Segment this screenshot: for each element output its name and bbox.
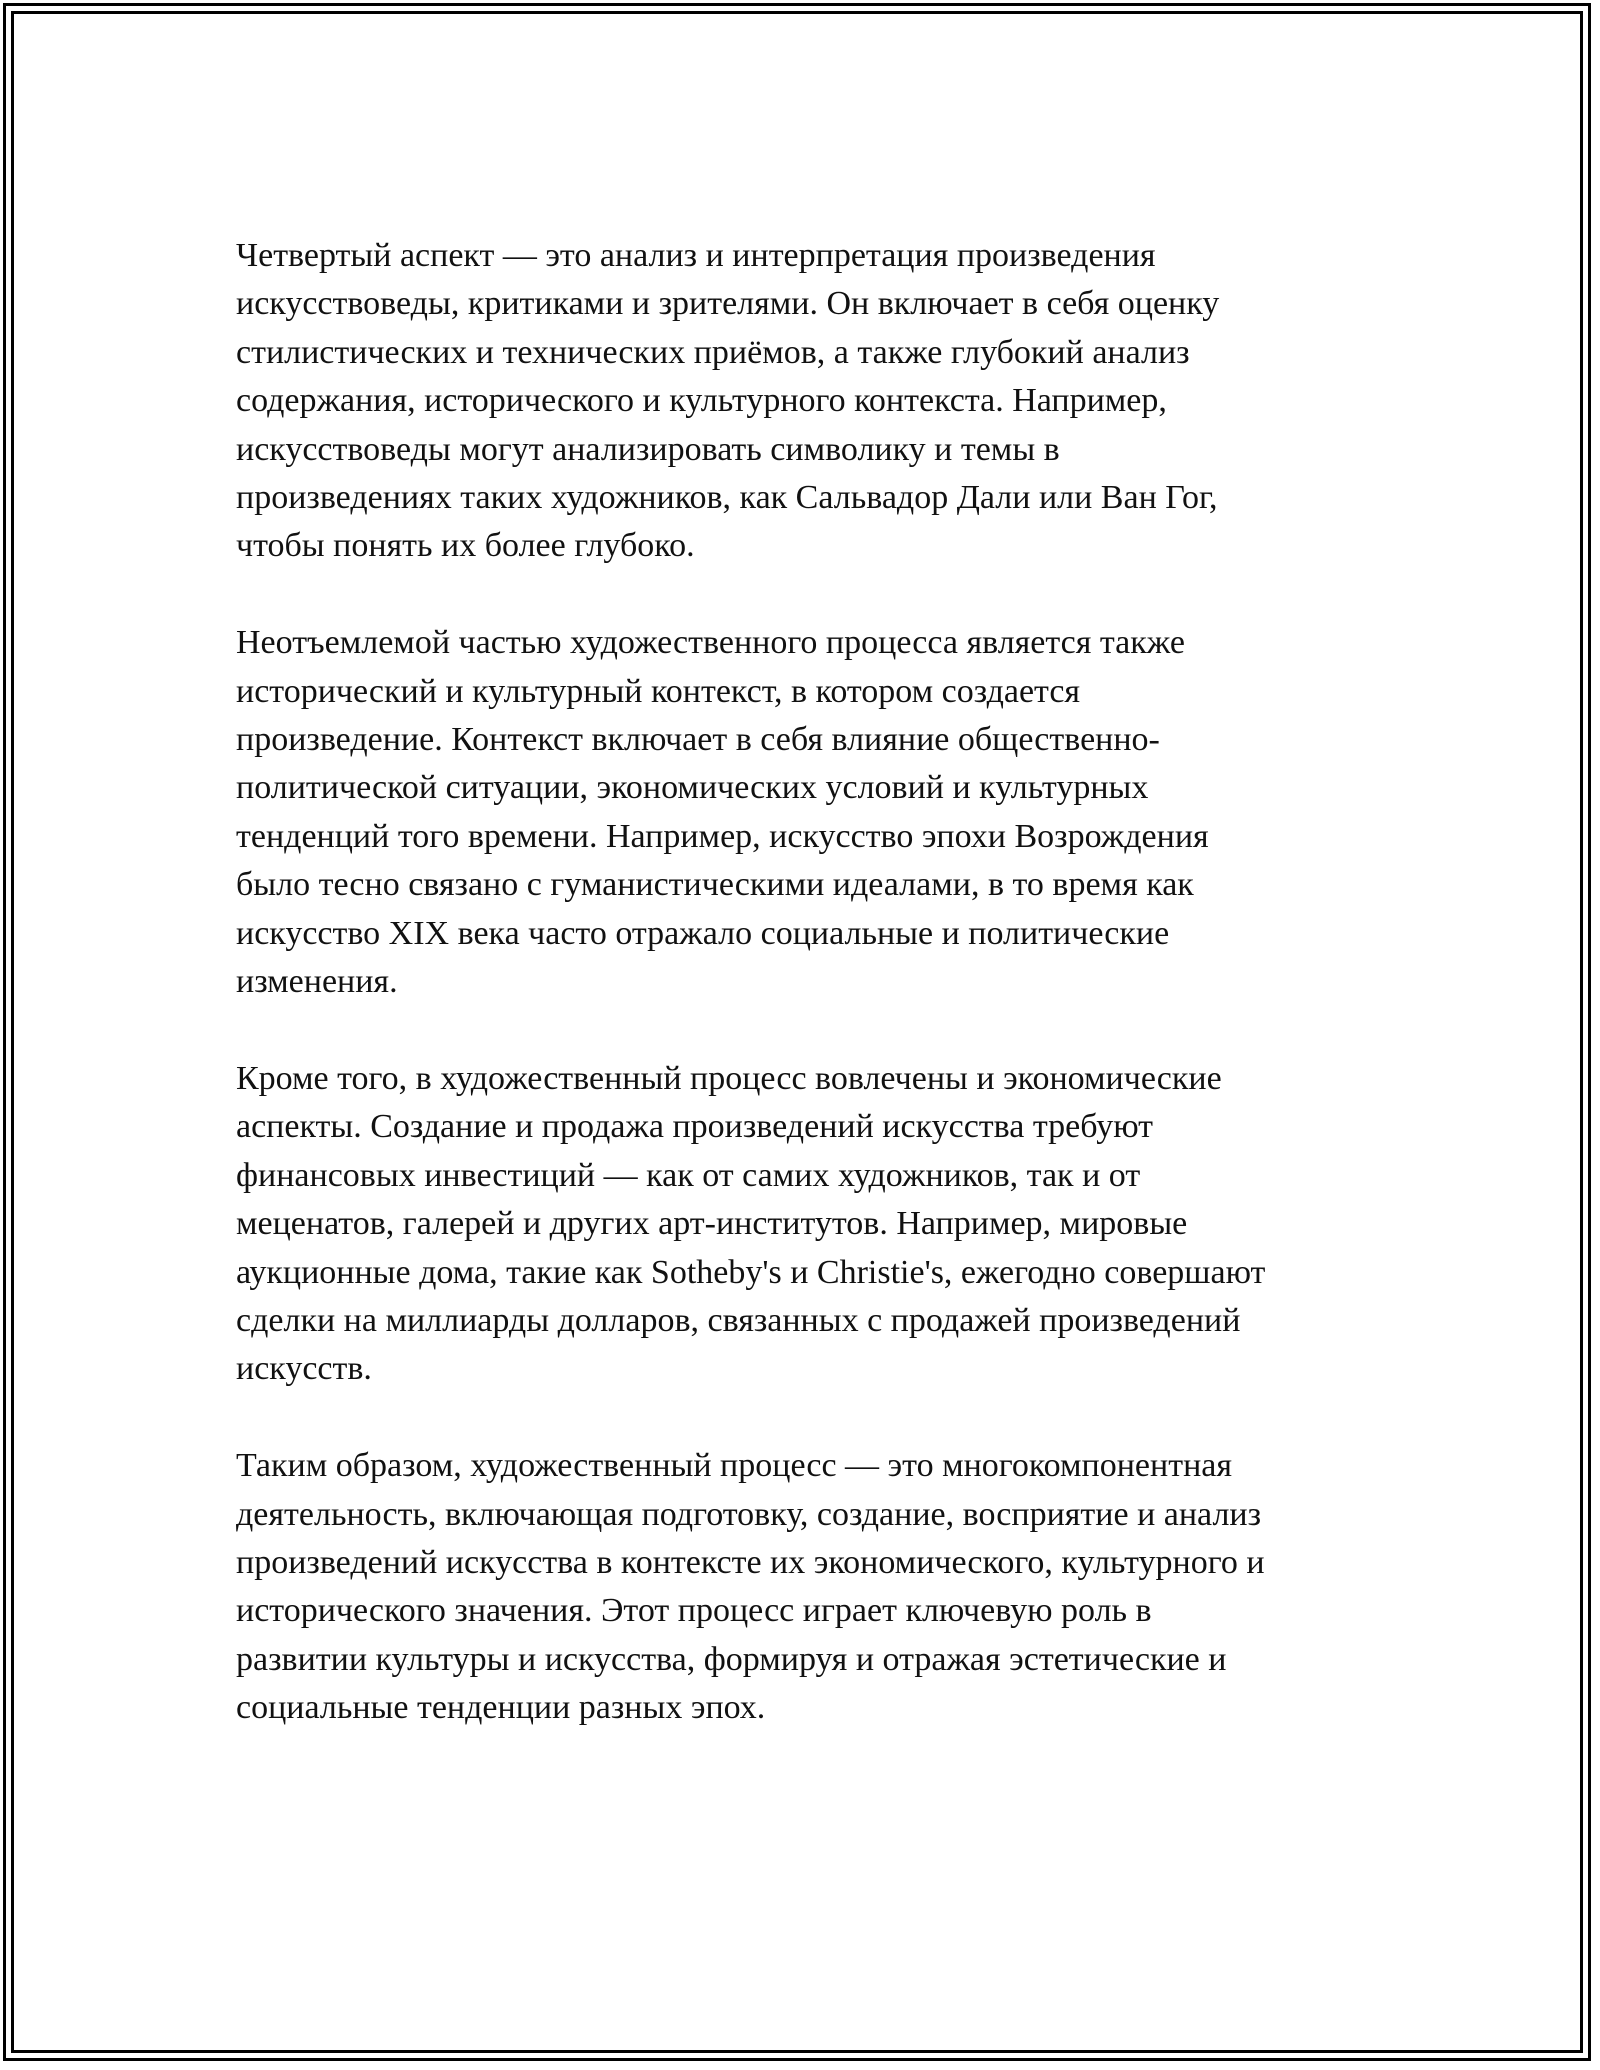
text-line: сделки на миллиарды долларов, связанных с продажей произведений (236, 1301, 1241, 1339)
text-line: социальные тенденции разных эпох. (236, 1689, 766, 1727)
text-line: произведений искусства в контексте их экономического, культурного и (236, 1543, 1265, 1581)
text-line: Таким образом, художественный процесс — это многокомпонентная (236, 1447, 1232, 1485)
text-line: Кроме того, в художественный процесс вовлечены и экономические (236, 1059, 1222, 1097)
text-line: Неотъемлемой частью художественного процесса является также (236, 624, 1185, 662)
text-line: искусствоведы могут анализировать символику и темы в (236, 430, 1060, 468)
paragraph-3 (236, 1055, 1376, 1394)
text-line: произведение. Контекст включает в себя влияние общественно- (236, 721, 1160, 759)
text-line: произведениях таких художников, как Сальвадор Дали или Ван Гог, (236, 479, 1218, 517)
text-line: изменения. (236, 963, 398, 1001)
text-line: искусство XIX века часто отражало социальные и политические (236, 914, 1170, 952)
text-line: исторического значения. Этот процесс играет ключевую роль в (236, 1592, 1152, 1630)
document-body (236, 232, 1376, 1781)
text-line: деятельность, включающая подготовку, создание, восприятие и анализ (236, 1495, 1262, 1533)
text-line: чтобы понять их более глубоко. (236, 527, 695, 565)
text-line: содержания, исторического и культурного контекста. Например, (236, 382, 1167, 420)
paragraph-2 (236, 619, 1376, 1006)
text-line: искусств. (236, 1350, 372, 1388)
text-line: Четвертый аспект — это анализ и интерпретация произведения (236, 237, 1156, 274)
text-line: исторический и культурный контекст, в котором создается (236, 672, 1081, 710)
text-line: аукционные дома, такие как Sotheby's и Christie's, ежегодно совершают (236, 1253, 1266, 1291)
text-line: стилистических и технических приёмов, а также глубокий анализ (236, 333, 1190, 371)
text-line: аспекты. Создание и продажа произведений искусства требуют (236, 1108, 1154, 1146)
text-line: политической ситуации, экономических условий и культурных (236, 769, 1149, 807)
text-line: тенденций того времени. Например, искусство эпохи Возрождения (236, 817, 1209, 855)
text-line: развитии культуры и искусства, формируя и отражая эстетические и (236, 1640, 1227, 1678)
text-line: было тесно связано с гуманистическими идеалами, в то время как (236, 866, 1194, 904)
text-line: меценатов, галерей и других арт-институтов. Например, мировые (236, 1205, 1188, 1243)
paragraph-1 (236, 232, 1376, 571)
paragraph-4 (236, 1442, 1376, 1732)
text-line: искусствоведы, критиками и зрителями. Он включает в себя оценку (236, 285, 1220, 323)
text-line: финансовых инвестиций — как от самих художников, так и от (236, 1156, 1141, 1194)
